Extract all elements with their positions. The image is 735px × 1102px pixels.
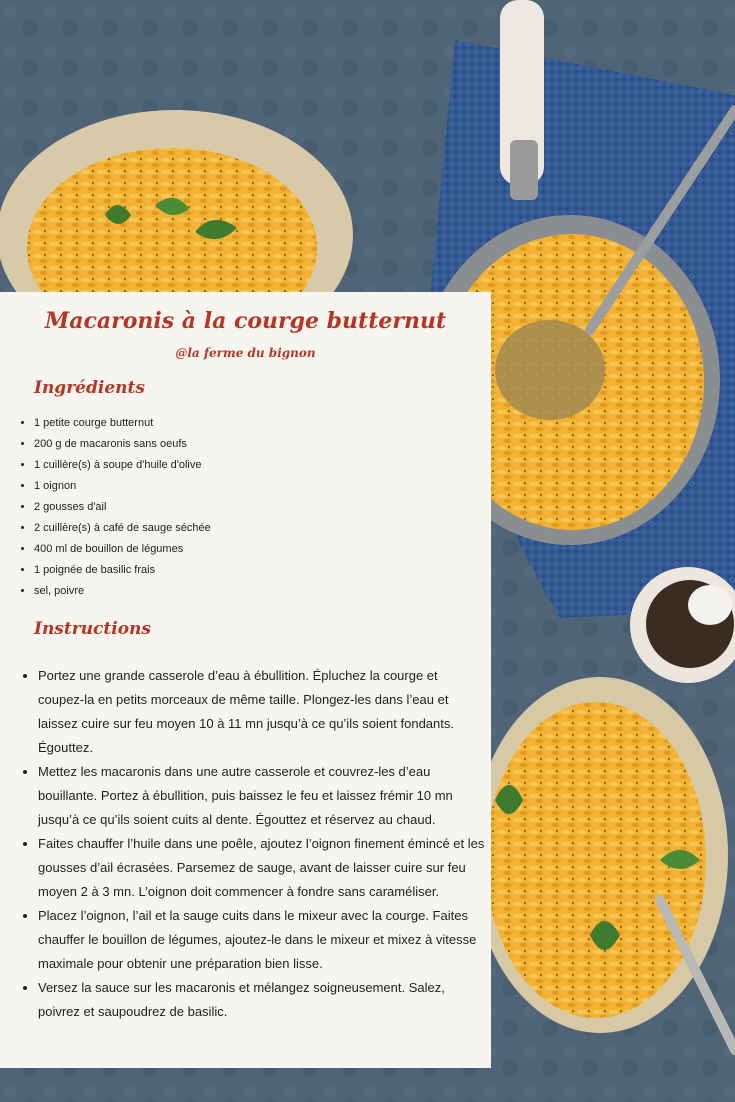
instruction-step: • Mettez les macaronis dans une autre casserole et couvrez-les d’eau bouillante. Portez à ébullition, puis baissez le feu et laissez frémir 10 mn jusqu’à ce qu’ils soient cuits al dente. Égouttez et réservez au chaud.	[38, 760, 486, 832]
ingredient-item: • sel, poivre	[34, 581, 211, 602]
ingredient-item: • 1 petite courge butternut	[34, 413, 211, 434]
ingredients-list	[0, 413, 211, 602]
instruction-step: • Versez la sauce sur les macaronis et mélangez soigneusement. Salez, poivrez et saupoudrez de basilic.	[38, 976, 486, 1024]
ingredient-item: • 2 cuillère(s) à café de sauge séchée	[34, 518, 211, 539]
instruction-step: • Faites chauffer l’huile dans une poêle, ajoutez l’oignon finement émincé et les gousses d’ail écrasées. Parsemez de sauge, avant de laisser cuire sur feu moyen 2 à 3 mn. L’oignon doit commencer à fondre sans caraméliser.	[38, 832, 486, 904]
ingredient-item: • 1 poignée de basilic frais	[34, 560, 211, 581]
recipe-card	[0, 292, 491, 1068]
instructions-heading: Instructions	[34, 619, 151, 639]
instruction-step: • Portez une grande casserole d’eau à ébullition. Épluchez la courge et coupez-la en petits morceaux de même taille. Plongez-les dans l’eau et laissez cuire sur feu moyen 10 à 11 mn jusqu’à ce qu’ils soient fondants. Égouttez.	[38, 664, 486, 760]
ingredient-item: • 400 ml de bouillon de légumes	[34, 539, 211, 560]
instructions-list	[0, 664, 486, 1024]
recipe-title: Macaronis à la courge butternut	[44, 308, 447, 334]
ingredient-item: • 200 g de macaronis sans oeufs	[34, 434, 211, 455]
recipe-author: @la ferme du bignon	[175, 346, 316, 360]
ingredient-item: • 1 cuillère(s) à soupe d'huile d'olive	[34, 455, 211, 476]
instruction-step: • Placez l’oignon, l’ail et la sauge cuits dans le mixeur avec la courge. Faites chauffer le bouillon de légumes, ajoutez-le dans le mixeur et mixez à vitesse maximale pour obtenir une préparation bien lisse.	[38, 904, 486, 976]
ingredients-heading: Ingrédients	[34, 378, 145, 398]
ingredient-item: • 2 gousses d'ail	[34, 497, 211, 518]
ingredient-item: • 1 oignon	[34, 476, 211, 497]
